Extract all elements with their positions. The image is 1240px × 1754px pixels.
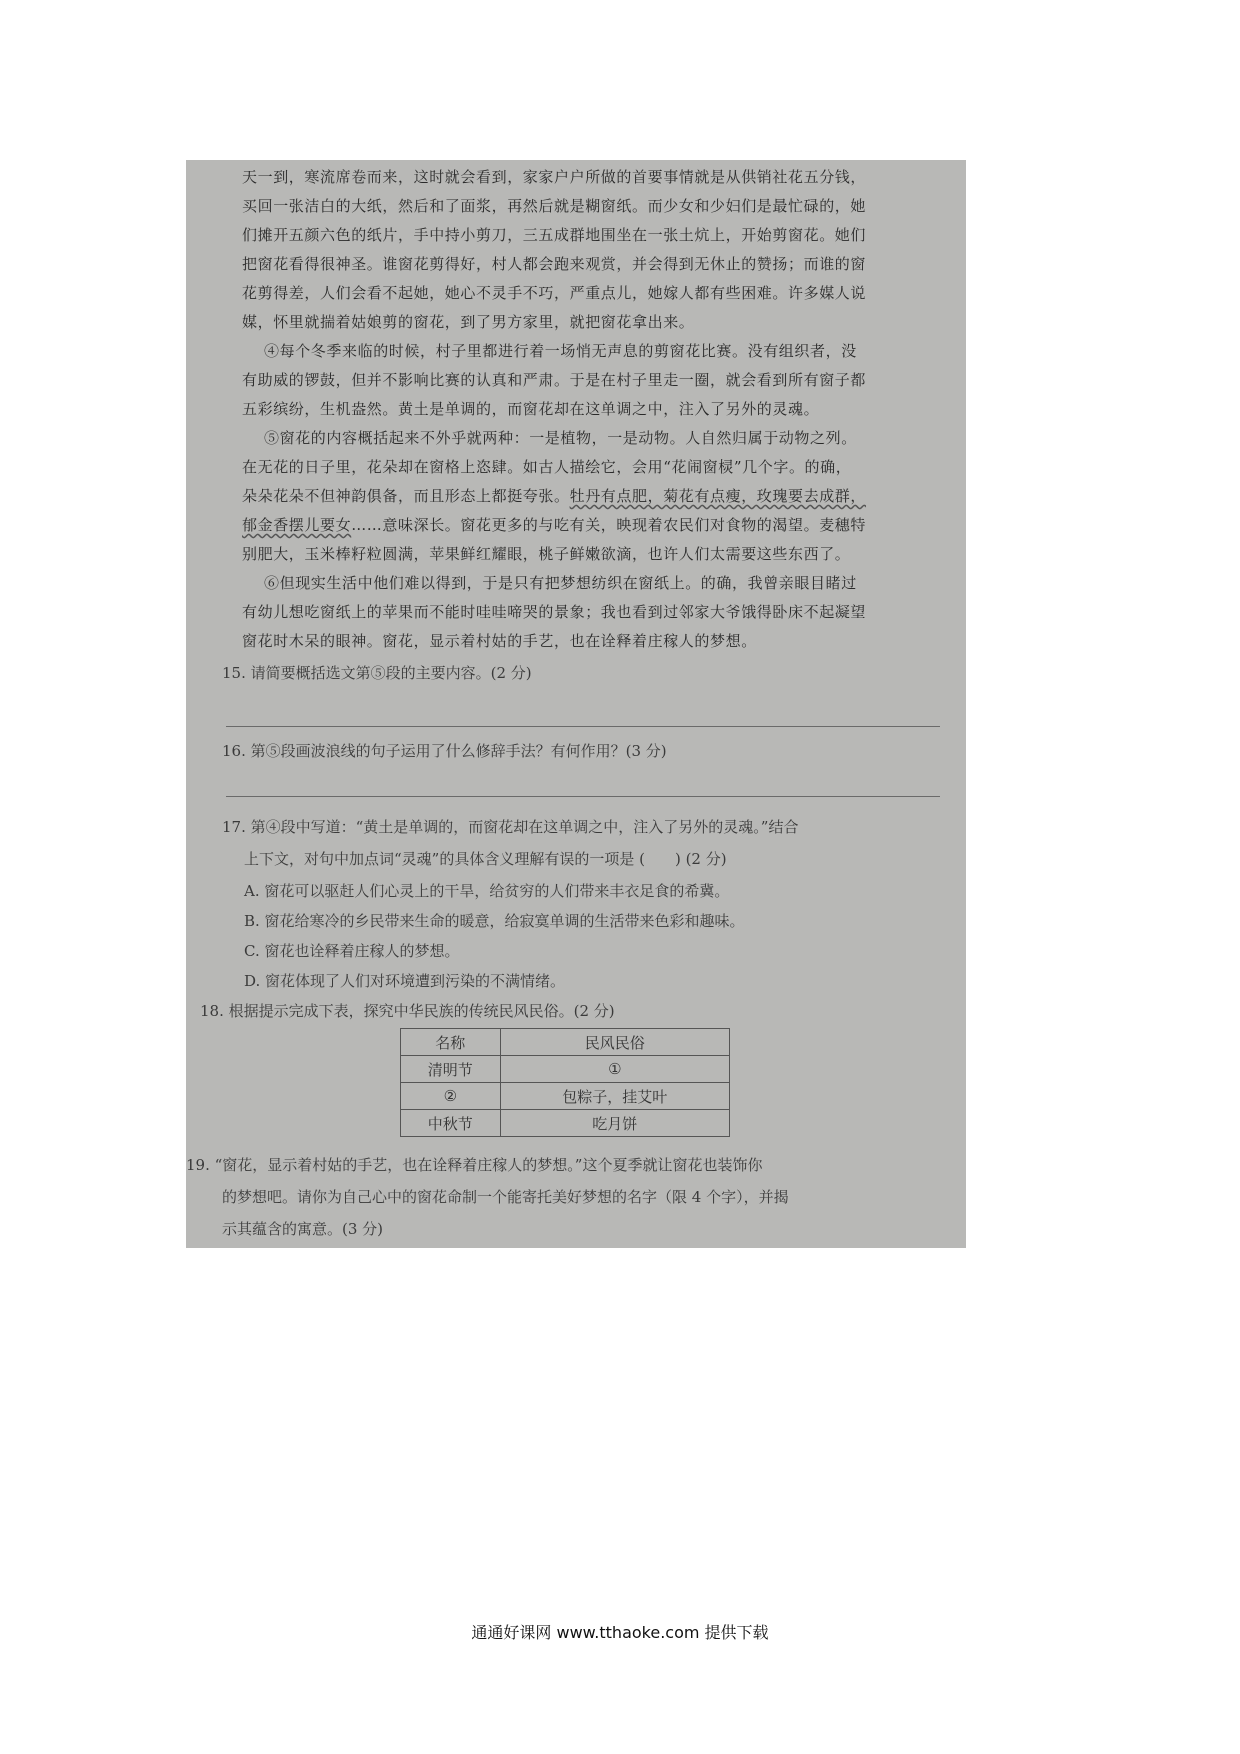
passage-line: 五彩缤纷，生机盎然。黄土是单调的，而窗花却在这单调之中，注入了另外的灵魂。	[242, 400, 820, 418]
passage-line: 别肥大，玉米棒籽粒圆满，苹果鲜红耀眼，桃子鲜嫩欲滴，也许人们太需要这些东西了。	[242, 545, 851, 563]
table-header-cell: 民风民俗	[500, 1029, 729, 1056]
passage-line: 有助威的锣鼓，但并不影响比赛的认真和严肃。于是在村子里走一圈，就会看到所有窗子都	[242, 371, 867, 389]
wavy-underlined-sentence-end: 郁金香摆儿要女	[242, 516, 352, 534]
passage-text: ……意味深长。窗花更多的与吃有关，映现着农民们对食物的渴望。麦穗特	[351, 516, 867, 534]
option-b: B. 窗花给寒冷的乡民带来生命的暖意，给寂寞单调的生活带来色彩和趣味。	[244, 912, 745, 930]
table-row	[401, 1083, 730, 1110]
question-16: 16. 第⑤段画波浪线的句子运用了什么修辞手法？有何作用？(3 分)	[222, 742, 667, 760]
wavy-underlined-sentence: 牡丹有点肥，菊花有点瘦，玫瑰要去成群，	[569, 487, 867, 505]
paragraph-5-start: ⑤窗花的内容概括起来不外乎就两种：一是植物，一是动物。人自然归属于动物之列。	[264, 429, 857, 447]
question-19-line-3: 示其蕴含的寓意。(3 分)	[222, 1220, 384, 1238]
passage-line: 买回一张洁白的大纸，然后和了面浆，再然后就是糊窗纸。而少女和少妇们是最忙碌的，她	[242, 197, 867, 215]
answer-line-16	[226, 796, 940, 797]
passage-line	[242, 510, 936, 540]
passage-line: 花剪得差，人们会看不起她，她心不灵手不巧，严重点儿，她嫁人都有些困难。许多媒人说	[242, 284, 867, 302]
passage-line	[242, 481, 936, 511]
table-header-row	[401, 1029, 730, 1056]
download-source-footer: 通通好课网 www.tthaoke.com 提供下载	[471, 1623, 769, 1642]
passage-line: 媒，怀里就揣着姑娘剪的窗花，到了男方家里，就把窗花拿出来。	[242, 313, 695, 331]
table-header-cell: 名称	[401, 1029, 501, 1056]
option-a: A. 窗花可以驱赶人们心灵上的干旱，给贫穷的人们带来丰衣足食的希冀。	[244, 882, 730, 900]
folk-custom-table	[400, 1028, 730, 1137]
table-cell: 吃月饼	[500, 1110, 729, 1137]
scanned-exam-photo	[186, 160, 966, 1248]
passage-line: 有幼儿想吃窗纸上的苹果而不能时哇哇啼哭的景象；我也看到过邻家大爷饿得卧床不起凝望	[242, 603, 867, 621]
answer-line-15	[226, 726, 940, 727]
table-cell: 中秋节	[401, 1110, 501, 1137]
question-15: 15. 请简要概括选文第⑤段的主要内容。(2 分)	[222, 664, 532, 682]
table-cell: ②	[401, 1083, 501, 1110]
passage-line: 把窗花看得很神圣。谁窗花剪得好，村人都会跑来观赏，并会得到无休止的赞扬；而谁的窗	[242, 255, 867, 273]
table-row	[401, 1110, 730, 1137]
question-17-line-1: 17. 第④段中写道：“黄土是单调的，而窗花却在这单调之中，注入了另外的灵魂。”结合	[222, 818, 799, 836]
table-cell: 清明节	[401, 1056, 501, 1083]
question-19-line-2: 的梦想吧。请你为自己心中的窗花命制一个能寄托美好梦想的名字（限 4 个字），并揭	[222, 1188, 789, 1206]
question-18: 18. 根据提示完成下表，探究中华民族的传统民风民俗。(2 分)	[200, 1002, 615, 1020]
question-19-line-1: 19. “窗花，显示着村姑的手艺，也在诠释着庄稼人的梦想。”这个夏季就让窗花也装饰你	[186, 1156, 763, 1174]
table-cell: ①	[500, 1056, 729, 1083]
table-cell: 包粽子，挂艾叶	[500, 1083, 729, 1110]
passage-text: 朵朵花朵不但神韵俱备，而且形态上都挺夸张。	[242, 487, 570, 505]
paragraph-6-start: ⑥但现实生活中他们难以得到，于是只有把梦想纺织在窗纸上。的确，我曾亲眼目睹过	[264, 574, 857, 592]
question-17-line-2: 上下文，对句中加点词“灵魂”的具体含义理解有误的一项是 ( ) (2 分)	[244, 850, 727, 868]
option-c: C. 窗花也诠释着庄稼人的梦想。	[244, 942, 460, 960]
table-row	[401, 1056, 730, 1083]
passage-line: 窗花时木呆的眼神。窗花，显示着村姑的手艺，也在诠释着庄稼人的梦想。	[242, 632, 757, 650]
passage-line: 在无花的日子里，花朵却在窗格上恣肆。如古人描绘它，会用“花闹窗棂”几个字。的确，	[242, 458, 852, 476]
passage-line: 们摊开五颜六色的纸片，手中持小剪刀，三五成群地围坐在一张土炕上，开始剪窗花。她们	[242, 226, 867, 244]
passage-line: 天一到，寒流席卷而来，这时就会看到，家家户户所做的首要事情就是从供销社花五分钱，	[242, 168, 867, 186]
paragraph-4-start: ④每个冬季来临的时候，村子里都进行着一场悄无声息的剪窗花比赛。没有组织者，没	[264, 342, 857, 360]
option-d: D. 窗花体现了人们对环境遭到污染的不满情绪。	[244, 972, 566, 990]
